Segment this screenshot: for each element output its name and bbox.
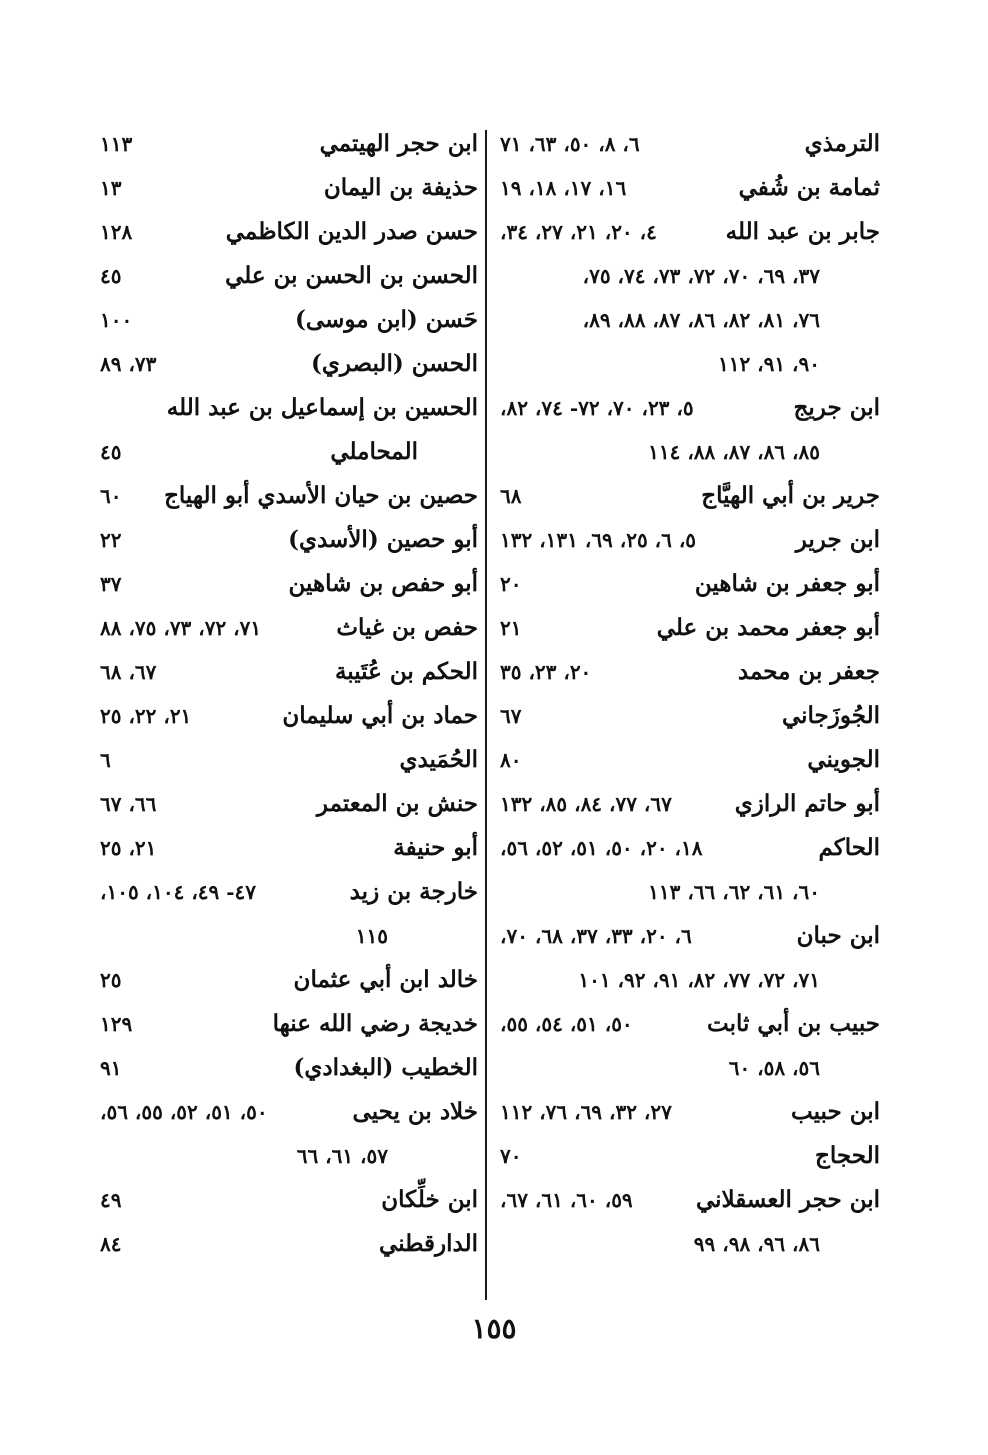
index-entry-page-refs: ٨٤	[100, 1232, 122, 1256]
index-entry	[500, 122, 880, 166]
index-entry	[500, 694, 880, 738]
index-entry	[500, 1134, 880, 1178]
index-entry	[500, 782, 880, 826]
index-entry-page-refs: ٢٧، ٣٢، ٦٩، ٧٦، ١١٢	[500, 1100, 672, 1124]
index-entry-page-refs: ٤٥	[100, 440, 122, 464]
index-entry-page-refs: ٢١	[500, 616, 522, 640]
index-entry-name: حذيفة بن اليمان	[323, 174, 478, 201]
index-entry-page-refs: ٥٧، ٦١، ٦٦	[296, 1144, 388, 1168]
index-entry	[500, 166, 880, 210]
index-entry-page-refs: ٥٠، ٥١، ٥٢، ٥٥، ٥٦،	[100, 1100, 268, 1124]
index-entry-name: الترمذي	[804, 130, 880, 157]
index-entry-page-refs: ٣٧	[100, 572, 122, 596]
index-entry-page-refs: ٥٦، ٥٨، ٦٠	[728, 1056, 820, 1080]
index-entry	[500, 958, 880, 1002]
index-entry-name: خالد ابن أبي عثمان	[293, 966, 478, 993]
index-entry-name: أبو حفص بن شاهين	[288, 570, 478, 597]
index-entry-name: ابن حبان	[796, 922, 880, 949]
index-entry-page-refs: ٢١، ٢٥	[100, 836, 157, 860]
index-entry-page-refs: ٢٠	[500, 572, 522, 596]
index-entry	[500, 738, 880, 782]
index-entry-name: الحسن (البصري)	[310, 350, 478, 377]
index-entry-page-refs: ٧٦، ٨١، ٨٢، ٨٦، ٨٧، ٨٨، ٨٩،	[582, 308, 820, 332]
index-entry	[500, 430, 880, 474]
index-entry	[100, 122, 478, 166]
index-column-right	[500, 122, 880, 1266]
index-entry	[500, 518, 880, 562]
index-entry-page-refs: ٤، ٢٠، ٢١، ٢٧، ٣٤،	[500, 220, 657, 244]
page-number: ١٥٥	[471, 1312, 517, 1345]
index-entry	[500, 914, 880, 958]
index-entry	[100, 958, 478, 1002]
index-entry	[100, 254, 478, 298]
column-divider	[485, 130, 487, 1300]
index-entry	[100, 430, 478, 474]
index-entry	[500, 386, 880, 430]
index-entry	[100, 342, 478, 386]
index-entry	[100, 606, 478, 650]
index-entry	[500, 1002, 880, 1046]
index-entry	[500, 1046, 880, 1090]
index-entry	[500, 1222, 880, 1266]
index-entry	[100, 386, 478, 430]
index-entry-page-refs: ٦، ٨، ٥٠، ٦٣، ٧١	[500, 132, 640, 156]
index-entry	[100, 518, 478, 562]
index-entry-page-refs: ١٦، ١٧، ١٨، ١٩	[500, 176, 627, 200]
index-entry-page-refs: ٨٦، ٩٦، ٩٨، ٩٩	[693, 1232, 820, 1256]
index-entry-name: ابن جريج	[793, 394, 880, 421]
index-entry-page-refs: ٤٧- ٤٩، ١٠٤، ١٠٥،	[100, 880, 257, 904]
index-entry-name: حبيب بن أبي ثابت	[707, 1010, 880, 1037]
index-entry-page-refs: ٦٧	[500, 704, 522, 728]
index-entry-page-refs: ٩٠، ٩١، ١١٢	[717, 352, 820, 376]
index-entry-page-refs: ٧١، ٧٢، ٧٧، ٨٢، ٩١، ٩٢، ١٠١	[578, 968, 820, 992]
index-entry	[500, 474, 880, 518]
index-entry-page-refs: ٧٠	[500, 1144, 522, 1168]
index-entry-name: أبو حاتم الرازي	[734, 790, 880, 817]
index-entry	[100, 1002, 478, 1046]
index-entry-page-refs: ٦٧، ٦٨	[100, 660, 157, 684]
index-entry	[100, 826, 478, 870]
index-entry-name: الحجاج	[815, 1142, 880, 1169]
index-entry-page-refs: ٤٥	[100, 264, 122, 288]
index-entry-page-refs: ٦	[100, 748, 111, 772]
index-entry-page-refs: ٦٨	[500, 484, 522, 508]
index-entry-name: أبو جعفر محمد بن علي	[656, 614, 880, 641]
index-entry-page-refs: ١٢٨	[100, 220, 133, 244]
index-entry-name: حفص بن غياث	[336, 614, 478, 641]
index-entry	[100, 562, 478, 606]
index-entry	[100, 782, 478, 826]
index-entry-page-refs: ٦٧، ٧٧، ٨٤، ٨٥، ١٣٢	[500, 792, 672, 816]
index-entry-page-refs: ٨٥، ٨٦، ٨٧، ٨٨، ١١٤	[648, 440, 820, 464]
index-entry-page-refs: ١٢٩	[100, 1012, 133, 1036]
index-entry-page-refs: ٢٢	[100, 528, 122, 552]
index-entry-page-refs: ١٣	[100, 176, 122, 200]
index-entry-name: أبو جعفر بن شاهين	[694, 570, 880, 597]
index-entry	[100, 1178, 478, 1222]
index-entry	[100, 694, 478, 738]
index-entry	[500, 870, 880, 914]
index-entry-name: ابن جرير	[795, 526, 880, 553]
index-entry-page-refs: ٦، ٢٠، ٣٣، ٣٧، ٦٨، ٧٠،	[500, 924, 692, 948]
index-entry-page-refs: ٢١، ٢٢، ٢٥	[100, 704, 192, 728]
index-entry-name: الدارقطني	[379, 1230, 478, 1257]
index-entry-name: خارجة بن زيد	[349, 878, 478, 905]
index-entry	[100, 650, 478, 694]
index-entry-page-refs: ٧١، ٧٢، ٧٣، ٧٥، ٨٨	[100, 616, 262, 640]
index-entry	[500, 342, 880, 386]
index-entry-page-refs: ١١٥	[355, 924, 388, 948]
index-entry-name: ابن حجر العسقلاني	[695, 1186, 880, 1213]
index-entry-page-refs: ١١٣	[100, 132, 133, 156]
index-entry	[100, 1222, 478, 1266]
index-entry	[500, 826, 880, 870]
index-entry-name: الجويني	[807, 746, 880, 773]
index-entry-page-refs: ٣٧، ٦٩، ٧٠، ٧٢، ٧٣، ٧٤، ٧٥،	[582, 264, 820, 288]
index-entry-page-refs: ١٠٠	[100, 308, 133, 332]
index-entry-name: الحاكم	[818, 834, 880, 861]
index-entry	[500, 298, 880, 342]
index-entry-page-refs: ٤٩	[100, 1188, 122, 1212]
index-entry	[500, 606, 880, 650]
index-entry-page-refs: ٥٠، ٥١، ٥٤، ٥٥،	[500, 1012, 633, 1036]
index-entry-name: الحسين بن إسماعيل بن عبد الله	[166, 394, 478, 421]
index-entry	[100, 298, 478, 342]
index-entry-page-refs: ٥، ٢٣، ٧٠، ٧٢- ٧٤، ٨٢،	[500, 396, 694, 420]
index-entry	[500, 1178, 880, 1222]
index-entry	[500, 254, 880, 298]
index-entry	[100, 1046, 478, 1090]
index-entry	[100, 738, 478, 782]
index-entry-name: خلاد بن يحيى	[352, 1098, 478, 1125]
index-entry	[100, 166, 478, 210]
index-entry-name: الحسن بن الحسن بن علي	[225, 262, 478, 289]
index-entry-name: حماد بن أبي سليمان	[282, 702, 478, 729]
index-entry-name: الحُمَيدي	[399, 746, 478, 773]
index-entry-page-refs: ٥٩، ٦٠، ٦١، ٦٧،	[500, 1188, 633, 1212]
index-entry-name: حسن صدر الدين الكاظمي	[225, 218, 478, 245]
index-entry-name: المحاملي	[330, 438, 418, 465]
index-entry-page-refs: ٨٠	[500, 748, 522, 772]
index-entry	[500, 1090, 880, 1134]
index-entry	[100, 210, 478, 254]
index-entry-name: الحكم بن عُتَيبة	[334, 658, 478, 685]
index-entry	[500, 210, 880, 254]
index-entry-name: ابن حجر الهيتمي	[319, 130, 478, 157]
index-entry-page-refs: ٢٥	[100, 968, 122, 992]
index-entry	[100, 870, 478, 914]
index-entry	[100, 914, 478, 958]
index-entry-page-refs: ٩١	[100, 1056, 122, 1080]
index-entry-name: ابن حبيب	[791, 1098, 880, 1125]
index-entry	[100, 474, 478, 518]
index-entry-name: أبو حنيفة	[393, 834, 478, 861]
index-entry-name: ثمامة بن شُفي	[738, 174, 880, 201]
index-entry-name: جرير بن أبي الهيَّاج	[701, 482, 880, 509]
index-entry-name: خديجة رضي الله عنها	[272, 1010, 478, 1037]
index-entry	[500, 562, 880, 606]
index-entry-name: أبو حصين (الأسدي)	[288, 526, 478, 553]
index-entry-name: حَسن (ابن موسى)	[295, 306, 478, 333]
index-entry	[100, 1090, 478, 1134]
index-entry-name: الخطيب (البغدادي)	[293, 1054, 478, 1081]
index-entry-name: ابن خلِّكان	[381, 1186, 478, 1213]
index-entry-name: حصين بن حيان الأسدي أبو الهياج	[164, 482, 478, 509]
index-entry-page-refs: ٦٠، ٦١، ٦٢، ٦٦، ١١٣	[648, 880, 820, 904]
index-entry	[100, 1134, 478, 1178]
index-entry-page-refs: ٦٦، ٦٧	[100, 792, 157, 816]
index-entry-name: جعفر بن محمد	[737, 658, 880, 685]
index-entry-page-refs: ١٨، ٢٠، ٥٠، ٥١، ٥٢، ٥٦،	[500, 836, 703, 860]
index-entry-page-refs: ٧٣، ٨٩	[100, 352, 157, 376]
index-entry	[500, 650, 880, 694]
index-column-left	[100, 122, 478, 1266]
index-entry-name: الجُوزَجاني	[781, 702, 880, 729]
index-entry-page-refs: ٦٠	[100, 484, 122, 508]
index-entry-name: جابر بن عبد الله	[725, 218, 880, 245]
index-entry-page-refs: ٥، ٦، ٢٥، ٦٩، ١٣١، ١٣٢	[500, 528, 697, 552]
index-entry-name: حنش بن المعتمر	[316, 790, 478, 817]
index-entry-page-refs: ٢٠، ٢٣، ٣٥	[500, 660, 592, 684]
